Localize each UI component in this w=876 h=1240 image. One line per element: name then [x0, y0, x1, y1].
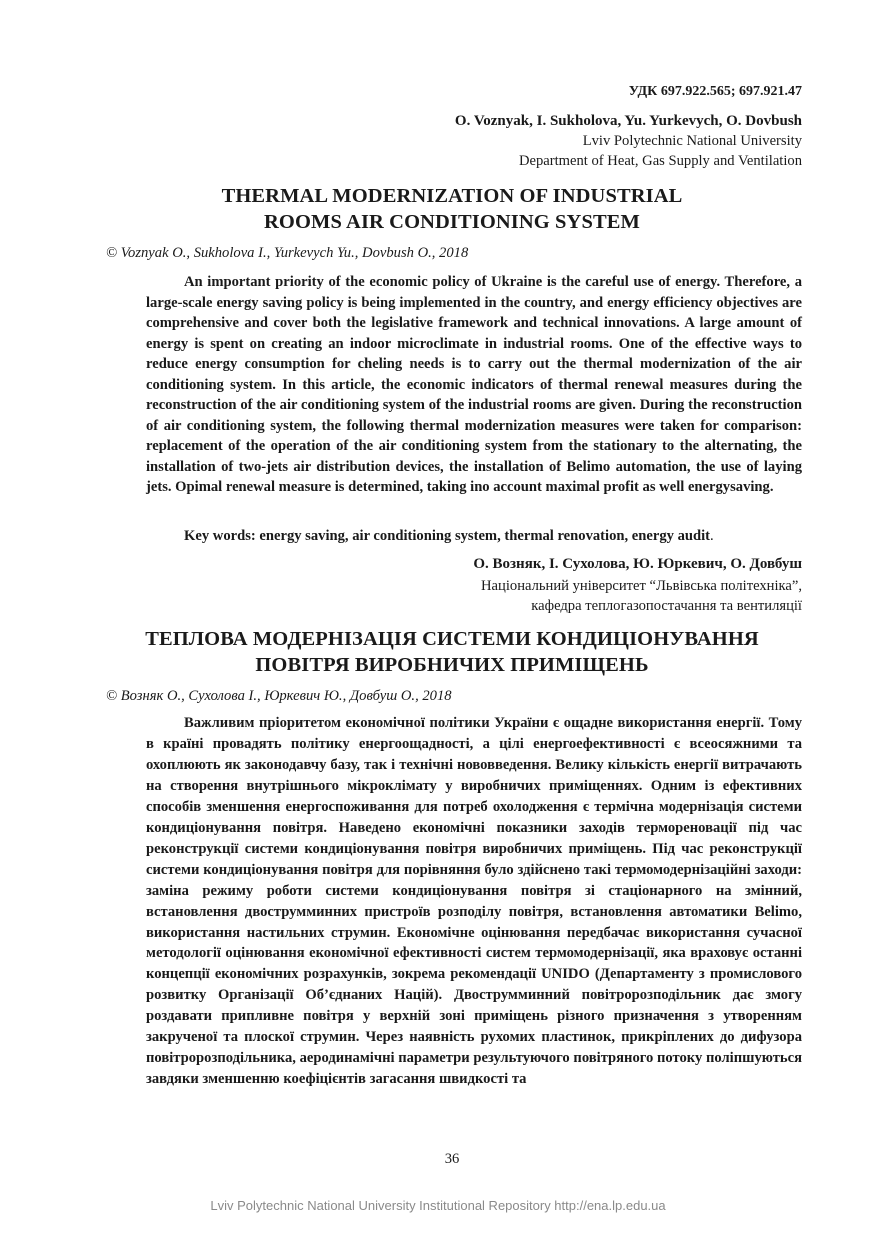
authors-ua: О. Возняк, І. Сухолова, Ю. Юркевич, О. Довбуш [473, 556, 802, 572]
copyright-ua: © Возняк О., Сухолова І., Юркевич Ю., Довбуш О., 2018 [106, 688, 452, 704]
affiliation-ua-department: кафедра теплогазопостачання та вентиляції [531, 598, 802, 614]
abstract-ua: Важливим пріоритетом економічної політики України є ощадне використання енергії. Тому в країні провадять політику енергоощадності, а цілі енергоефективності є всеосяжними та охоплюють як законодавчу базу, так і технічні нововведення. Велику кількість енергії витрачають на створення внутрішнього мікроклімату у виробничих приміщеннях. Одним із ефективних способів зменшення енергоспоживання для потреб охолодження є термічна модернізація системи кондиціонування повітря. Наведено економічні показники заходів термореновації під час реконструкції системи кондиціонування повітря виробничих приміщень. Під час реконструкції системи кондиціонування повітря для порівняння було здійснено такі термомодернізаційні заходи: заміна режиму роботи системи кондиціонування повітря зі стаціонарного на змінний, встановлення двострумминних пристроїв розподілу повітря, встановлення автоматики Belimo, використання настильних струмин. Економічне оцінювання передбачає використання сучасної методології оцінювання економічної ефективності систем термомодернізації, яка враховує останні концепції економічних розрахунків, зокрема рекомендації UNIDO (Департаменту з промислового розвитку Організації Об’єднаних Націй). Двострумминний повітророзподільник дає змогу роздавати припливне повітря у верхній зоні приміщень різного призначення з утворенням закрученої та плоскої струмин. Через наявність рухомих пластинок, прикріплених до дифузора повітророзподільника, аеродинамічні параметри результуючого повітряного потоку поліпшуються завдяки зменшенню коефіцієнтів загасання швидкості та [146, 715, 802, 1088]
repository-footer: Lviv Polytechnic National University Institutional Repository http://ena.lp.edu.ua [210, 1198, 666, 1213]
udc-code: УДК 697.922.565; 697.921.47 [628, 84, 802, 99]
affiliation-en-department: Department of Heat, Gas Supply and Ventilation [518, 153, 802, 169]
title-ua-line-1: ТЕПЛОВА МОДЕРНІЗАЦІЯ СИСТЕМИ КОНДИЦІОНУВАННЯ [145, 628, 759, 650]
keywords-text: Key words: energy saving, air conditioning system, thermal renovation, energy audit [184, 528, 711, 544]
page-number: 36 [444, 1151, 460, 1167]
keywords-en [184, 528, 714, 545]
title-ua-line-2: ПОВІТРЯ ВИРОБНИЧИХ ПРИМІЩЕНЬ [255, 654, 649, 676]
copyright-en: © Voznyak O., Sukholova I., Yurkevych Yu., Dovbush O., 2018 [106, 245, 469, 261]
title-en-line-1: THERMAL MODERNIZATION OF INDUSTRIAL [221, 185, 683, 207]
title-ua [0, 626, 876, 678]
authors-en: O. Voznyak, I. Sukholova, Yu. Yurkevych, O. Dovbush [454, 113, 802, 129]
affiliation-en-university: Lviv Polytechnic National University [582, 133, 802, 149]
affiliation-ua-university: Національний університет “Львівська політехніка”, [481, 578, 802, 594]
keywords-period: . [710, 528, 714, 544]
title-en-line-2: ROOMS AIR CONDITIONING SYSTEM [264, 211, 640, 233]
title-en [0, 183, 876, 235]
abstract-en: An important priority of the economic policy of Ukraine is the careful use of energy. Therefore, a large-scale energy saving policy is being implemented in the country, and energy efficiency objectives are comprehensive and cover both the legislative framework and technical innovations. A large amount of energy is spent on creating an indoor microclimate in industrial rooms. One of the effective ways to reduce energy consumption for cheling needs is to carry out the thermal modernization of the air conditioning system. In this article, the economic indicators of thermal renewal measures during the reconstruction of the air conditioning system of the industrial rooms are given. During the reconstruction of air conditioning system, the following thermal modernization measures were taken for comparison: replacement of the operation of the air conditioning system from the stationary to the alternating, the installation of two-jets air distribution devices, the installation of Belimo automation, the use of laying jets. Opimal renewal measure is determined, taking ino account maximal profit as well energysaving. [146, 274, 802, 495]
